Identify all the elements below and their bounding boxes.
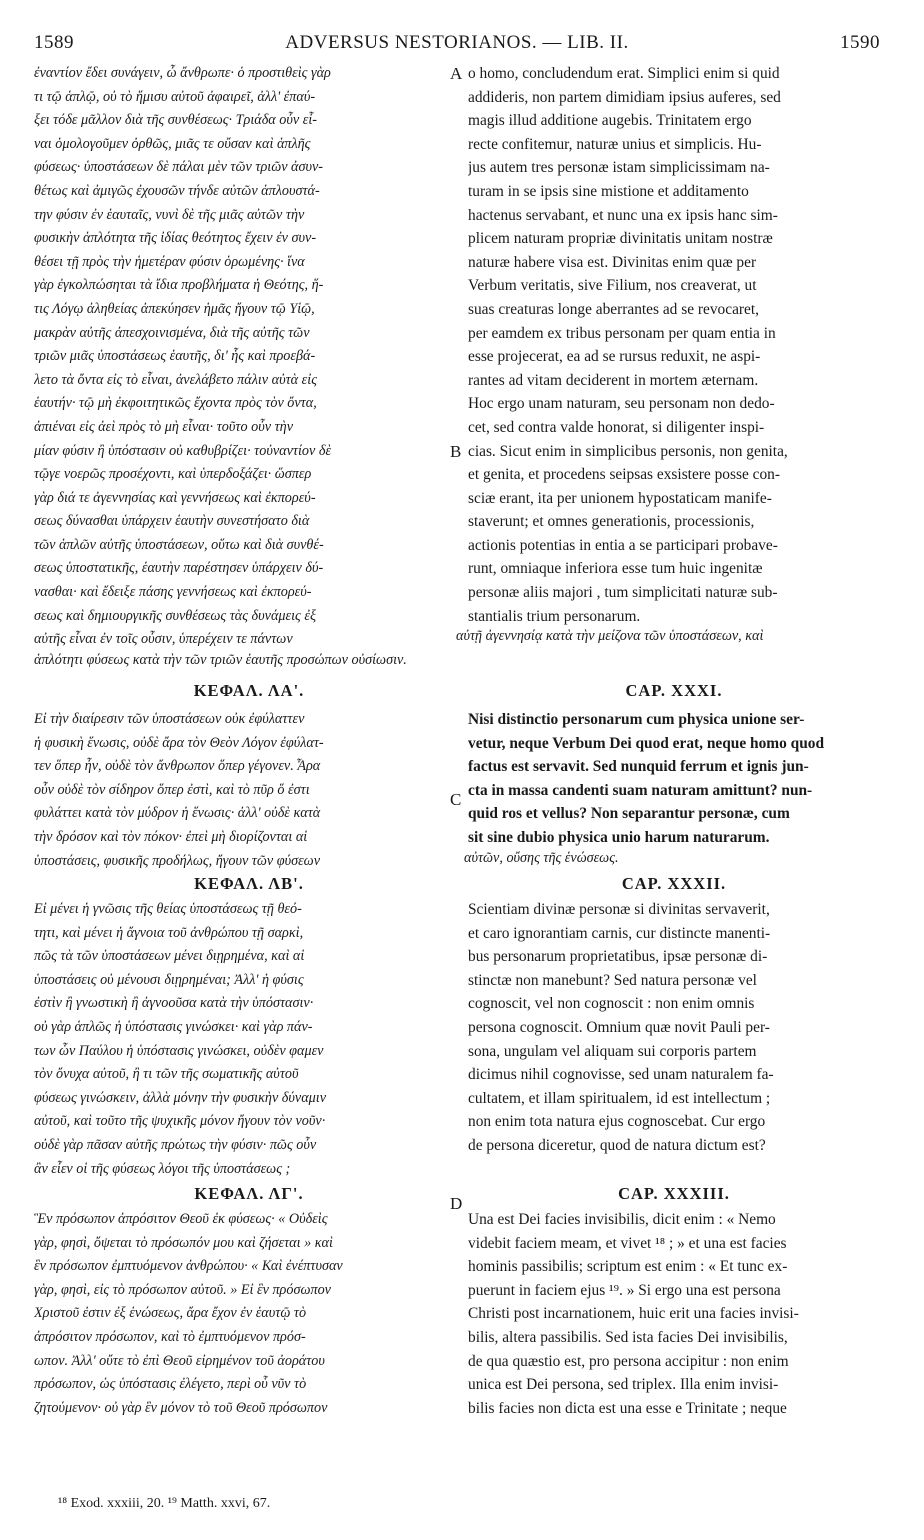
latin-line: Christi post incarnationem, huic erit una facies invisi- bbox=[468, 1305, 799, 1323]
greek-line: οὐδὲ γὰρ πᾶσαν αὐτῆς πρώτως τὴν φύσιν· πῶς οὖν bbox=[34, 1136, 317, 1153]
greek-line: γὰρ διά τε ἀγεννησίας καὶ γεννήσεως καὶ ἐκπορεύ- bbox=[34, 489, 316, 506]
latin-line: Una est Dei facies invisibilis, dicit enim : « Nemo bbox=[468, 1211, 776, 1228]
latin-line: et caro ignorantiam carnis, cur distincte manenti- bbox=[468, 924, 771, 942]
greek-line: νασθαι· καὶ ἔδειξε πάσης γεννήσεως καὶ ἐκπορεύ- bbox=[34, 584, 312, 601]
latin-line: plicem naturam propriæ divinitatis unitam nostræ bbox=[468, 230, 773, 248]
latin-line: rantes ad vitam deciderent in mortem æternam. bbox=[468, 371, 759, 389]
greek-column-cap33 bbox=[34, 1208, 464, 1420]
latin-line: cias. Sicut enim in simplicibus personis, non genita, bbox=[468, 442, 788, 460]
latin-line: non enim tota natura ejus cognoscebat. Cur ergo bbox=[468, 1113, 766, 1131]
greek-line: τὸν ὄνυχα αὐτοῦ, ἢ τι τῶν τῆς σωματικῆς αὐτοῦ bbox=[34, 1066, 299, 1083]
page-number-left: 1589 bbox=[34, 32, 74, 53]
latin-line: personæ aliis majori , tum simplicitati naturæ sub- bbox=[468, 584, 778, 602]
latin-line: puerunt in faciem ejus ¹⁹. » Si ergo una est persona bbox=[468, 1281, 781, 1299]
greek-line: Χριστοῦ ἐστιν ἐξ ἑνώσεως, ἄρα ἔχον ἐν ἑαυτῷ τὸ bbox=[34, 1305, 307, 1322]
latin-line: bilis facies non dicta est una esse e Trinitate ; neque bbox=[468, 1399, 787, 1417]
latin-line: naturæ habere visa est. Divinitas enim quæ per bbox=[468, 253, 757, 271]
greek-line: ἀπιέναι εἰς ἀεὶ πρὸς τὸ μὴ εἶναι· τοῦτο οὖν τὴν bbox=[34, 418, 293, 435]
greek-column-top bbox=[34, 62, 464, 652]
greek-line: θέτως καὶ ἀμιγῶς ἐχουσῶν τήνδε αὐτῶν ἁπλουστά- bbox=[34, 182, 320, 199]
latin-line: bus personarum proprietatibus, ipsæ personæ di- bbox=[468, 948, 768, 966]
greek-runover-line: αὐτῶν, οὔσης τῆς ἑνώσεως. bbox=[464, 850, 619, 866]
greek-line: τῶν ἁπλῶν αὐτῆς ὑποστάσεων, οὕτω καὶ διὰ συνθέ- bbox=[34, 536, 324, 553]
latin-line: Hoc ergo unam naturam, seu personam non dedo- bbox=[468, 395, 775, 413]
latin-line: dicimus nihil cognovisse, sed unam naturalem fa- bbox=[468, 1066, 774, 1084]
greek-chapter-heading: ΚΕΦΑΛ. ΛΓ'. bbox=[194, 1184, 304, 1203]
greek-line: ἐστὶν ἢ γνωστικὴ ἢ ἀγνοοῦσα κατὰ τὴν ὑπόστασιν· bbox=[34, 995, 314, 1012]
greek-line: αὐτῆς εἶναι ἐν τοῖς οὖσιν, ὑπερέχειν τε πάντων bbox=[34, 631, 293, 648]
latin-line: quid ros et vellus? Non separantur personæ, cum bbox=[468, 805, 790, 823]
latin-line: actionis potentias in entia a se participari probave- bbox=[468, 536, 778, 554]
latin-line: stinctæ non manebunt? Sed natura personæ vel bbox=[468, 971, 757, 989]
latin-line: cognoscit, vel non cognoscit : non enim omnis bbox=[468, 995, 755, 1013]
latin-line: sit sine dubio physica unio harum naturarum. bbox=[468, 828, 770, 846]
greek-column-cap32 bbox=[34, 898, 464, 1181]
latin-chapter-heading: CAP. XXXIII. bbox=[618, 1184, 730, 1203]
greek-line: τις Λόγῳ ἀληθείας ἀπεκύησεν ἡμᾶς ἤγουν τῷ Υἱῷ, bbox=[34, 300, 315, 317]
greek-line: τεν ὅπερ ἦν, οὐδὲ τὸν ἄνθρωπον ὅπερ γέγονεν. Ἆρα bbox=[34, 758, 321, 775]
latin-chapter-heading: CAP. XXXI. bbox=[625, 681, 723, 700]
latin-line: cta in massa candenti suam naturam amittunt? nun- bbox=[468, 781, 813, 799]
running-header bbox=[34, 32, 880, 56]
latin-line: hactenus servabant, et nunc una ex ipsis hanc sim- bbox=[468, 206, 778, 224]
latin-line: esse projecerat, ea ad se rursus reduxit, ne aspi- bbox=[468, 348, 761, 366]
latin-line: suas creaturas longe aberrantes ad se revocaret, bbox=[468, 300, 759, 318]
latin-line: jus autem tres personæ istam simplicissimam na- bbox=[468, 159, 770, 177]
latin-line: addideris, non partem dimidiam ipsius auferes, sed bbox=[468, 88, 781, 106]
latin-line: factus est servavit. Sed nunquid ferrum et ignis jun- bbox=[468, 758, 809, 776]
greek-line: ζητούμενον· οὐ γὰρ ἓν μόνον τὸ τοῦ Θεοῦ πρόσωπον bbox=[34, 1399, 328, 1416]
latin-line: per eamdem ex tribus personam per quam entia in bbox=[468, 324, 776, 342]
latin-column-cap31 bbox=[468, 708, 880, 850]
latin-line: sona, ungulam vel aliquam sui corporis partem bbox=[468, 1042, 757, 1060]
greek-line: ναι ὁμολογοῦμεν ὀρθῶς, μιᾶς τε οὔσαν καὶ ἁπλῆς bbox=[34, 135, 311, 152]
greek-line: ἡ φυσικὴ ἕνωσις, οὐδὲ ἄρα τὸν Θεὸν Λόγον ἐφύλατ- bbox=[34, 734, 324, 751]
greek-line: πῶς τὰ τῶν ὑποστάσεων μένει διῃρημένα, καὶ αἱ bbox=[34, 948, 305, 965]
greek-line: θέσει τῇ πρὸς τὴν ἡμετέραν φύσιν ὁρωμένης· ἵνα bbox=[34, 253, 305, 270]
greek-line: φύσεως γινώσκειν, ἀλλὰ μόνην τὴν φυσικὴν δύναμιν bbox=[34, 1089, 327, 1106]
latin-line: de qua quæstio est, pro persona accipitur : non enim bbox=[468, 1352, 789, 1370]
greek-line: ἂν εἶεν οἱ τῆς φύσεως λόγοι τῆς ὑποστάσεως ; bbox=[34, 1160, 291, 1177]
greek-line: τῷγε νοερῶς προσέχοντι, καὶ ὑπερδοξάζει· ὥσπερ bbox=[34, 466, 312, 483]
footnotes: ¹⁸ Exod. xxxiii, 20. ¹⁹ Matth. xxvi, 67. bbox=[58, 1496, 271, 1511]
greek-line: γὰρ ἐγκολπώσηται τὰ ἴδια προβλήματα ἡ Θεότης, ἥ- bbox=[34, 277, 324, 294]
latin-column-cap32 bbox=[468, 898, 880, 1158]
greek-runover-line: ἁπλότητι φύσεως κατὰ τὴν τῶν τριῶν ἑαυτῆς προσώπων οὐσίωσιν. bbox=[34, 652, 407, 668]
latin-line: de persona diceretur, quod de natura dictum est? bbox=[468, 1136, 766, 1154]
greek-line: ἑαυτήν· τῷ μὴ ἐκφοιτητικῶς ἔχοντα πρὸς τὸν ὄντα, bbox=[34, 395, 317, 412]
greek-line: τὴν δρόσον καὶ τὸν πόκον· ἐπεὶ μὴ διορίζονται αἱ bbox=[34, 828, 308, 845]
latin-line: stantialis trium personarum. bbox=[468, 607, 641, 625]
latin-line: turam in se ipsis sine mistione et additamento bbox=[468, 182, 749, 200]
greek-runover-line: αὐτῇ ἀγεννησίᾳ κατὰ τὴν μείζονα τῶν ὑποστάσεων, καὶ bbox=[456, 628, 764, 644]
latin-column-top bbox=[468, 62, 880, 628]
greek-line: ὑποστάσεις, φυσικῆς προδήλως, ἤγουν τῶν φύσεων bbox=[34, 852, 321, 869]
greek-column-cap31 bbox=[34, 708, 464, 873]
greek-line: τι τῷ ἁπλῷ, οὐ τὸ ἥμισυ αὐτοῦ ἀφαιρεῖ, ἀλλ' ἐπαύ- bbox=[34, 88, 316, 105]
latin-line: persona cognoscit. Omnium quæ novit Pauli per- bbox=[468, 1018, 770, 1036]
latin-line: cultatem, et illam spiritualem, id est intellectum ; bbox=[468, 1089, 771, 1107]
greek-line: ἀπρόσιτον πρόσωπον, καὶ τὸ ἐμπτυόμενον πρόσ- bbox=[34, 1328, 306, 1345]
greek-line: των ὧν Παύλου ἡ ὑπόστασις γινώσκει, οὐδὲν φαμεν bbox=[34, 1042, 324, 1059]
latin-line: runt, omniaque inferiora esse tum huic ingenitæ bbox=[468, 560, 763, 578]
greek-line: ωπον. Ἀλλ' οὔτε τὸ ἐπὶ Θεοῦ εἰρημένον τοῦ ἀοράτου bbox=[34, 1352, 325, 1369]
latin-column-cap33 bbox=[468, 1208, 880, 1420]
greek-line: αὐτοῦ, καὶ τοῦτο τῆς ψυχικῆς μόνον ἤγουν τὸν νοῦν· bbox=[34, 1113, 326, 1130]
greek-line: ὑποστάσεις οὐ μένουσι διῃρημέναι; Ἀλλ' ἡ φύσις bbox=[34, 971, 304, 988]
latin-line: recte confitemur, naturæ unius et simplicis. Hu- bbox=[468, 135, 762, 153]
greek-line: λετο τὰ ὄντα εἰς τὸ εἶναι, ἀνελάβετο πάλιν αὐτὰ εἰς bbox=[34, 371, 317, 388]
latin-chapter-heading: CAP. XXXII. bbox=[621, 874, 727, 893]
greek-line: μακρὰν αὐτῆς ἀπεσχοινισμένα, διὰ τῆς αὐτῆς τῶν bbox=[34, 324, 310, 341]
latin-line: bilis, altera passibilis. Sed ista facies Dei invisibilis, bbox=[468, 1328, 788, 1346]
section-marker-c: C bbox=[450, 790, 462, 809]
section-marker-a: A bbox=[450, 64, 463, 83]
greek-line: σεως καὶ δημιουργικῆς συνθέσεως τὰς δυνάμεις ἐξ bbox=[34, 607, 317, 624]
greek-chapter-heading: ΚΕΦΑΛ. ΛΒ'. bbox=[194, 874, 304, 893]
greek-line: σεως ὑποστατικῆς, ἑαυτὴν παρέστησεν ὑπάρχειν δύ- bbox=[34, 560, 324, 577]
latin-line: unica est Dei persona, sed triplex. Illa enim invisi- bbox=[468, 1376, 779, 1394]
latin-line: staverunt; et omnes generationis, processionis, bbox=[468, 513, 755, 531]
greek-line: φύσεως· ὑποστάσεων δὲ πάλαι μὲν τῶν τριῶν ἀσυν- bbox=[34, 159, 324, 176]
latin-line: vetur, neque Verbum Dei quod erat, neque homo quod bbox=[468, 734, 825, 752]
latin-line: videbit faciem meam, et vivet ¹⁸ ; » et una est facies bbox=[468, 1234, 787, 1252]
latin-line: magis illud additione augebis. Trinitatem ergo bbox=[468, 112, 752, 130]
greek-line: φυσικὴν ἁπλότητα τῆς ἰδίας θεότητος ἔχειν ἐν συν- bbox=[34, 230, 317, 247]
greek-line: οὖν οὐδὲ τὸν σίδηρον ὅπερ ἐστὶ, καὶ τὸ πῦρ ὅ ἐστι bbox=[34, 781, 310, 798]
section-marker-b: B bbox=[450, 442, 462, 461]
latin-line: o homo, concludendum erat. Simplici enim si quid bbox=[468, 65, 780, 82]
greek-line: πρόσωπον, ὡς ὑπόστασις ἐλέγετο, περὶ οὗ νῦν τὸ bbox=[34, 1376, 307, 1393]
running-title: ADVERSUS NESTORIANOS. — LIB. II. bbox=[285, 32, 629, 53]
greek-line: Ἓν πρόσωπον ἀπρόσιτον Θεοῦ ἐκ φύσεως· « Οὐδεὶς bbox=[34, 1211, 328, 1227]
latin-line: et genita, et procedens seipsas exsistere posse con- bbox=[468, 466, 780, 484]
greek-line: τητι, καὶ μένει ἡ ἄγνοια τοῦ ἀνθρώπου τῇ σαρκὶ, bbox=[34, 924, 304, 941]
latin-line: cet, sed contra valde honorat, si diligenter inspi- bbox=[468, 418, 765, 436]
latin-line: hominis passibilis; scriptum est enim : « Et tunc ex- bbox=[468, 1258, 788, 1276]
latin-line: Nisi distinctio personarum cum physica unione ser- bbox=[468, 711, 805, 728]
greek-line: ξει τόδε μᾶλλον διὰ τῆς συνθέσεως· Τριάδα οὖν εἶ- bbox=[34, 112, 318, 129]
greek-line: σεως δύνασθαι ὑπάρχειν ἑαυτὴν συνεστήσατο διὰ bbox=[34, 513, 310, 530]
greek-line: την φύσιν ἐν ἑαυταῖς, νυνὶ δὲ τῆς μιᾶς αὐτῶν τὴν bbox=[34, 206, 305, 223]
section-marker-d: D bbox=[450, 1194, 463, 1213]
latin-line: sciæ erant, ita per unionem hypostaticam manife- bbox=[468, 489, 772, 507]
greek-line: ἐναντίον ἔδει συνάγειν, ὦ ἄνθρωπε· ὁ προστιθεὶς γὰρ bbox=[34, 65, 331, 81]
greek-line: γὰρ, φησὶ, ὄψεται τὸ πρόσωπόν μου καὶ ζήσεται » καὶ bbox=[34, 1234, 333, 1251]
greek-line: Εἰ μένει ἡ γνῶσις τῆς θείας ὑποστάσεως τῇ θεό- bbox=[34, 901, 302, 917]
greek-chapter-heading: ΚΕΦΑΛ. ΛΑ'. bbox=[193, 681, 305, 700]
greek-line: οὐ γὰρ ἁπλῶς ἡ ὑπόστασις γινώσκει· καὶ γὰρ πάν- bbox=[34, 1018, 313, 1035]
greek-line: τριῶν μιᾶς ὑποστάσεως ἑαυτῆς, δι' ἧς καὶ προεβά- bbox=[34, 348, 316, 365]
greek-line: ἓν πρόσωπον ἐμπτυόμενον ἀνθρώπου· « Καὶ ἐνέπτυσαν bbox=[34, 1258, 343, 1275]
greek-line: Εἰ τὴν διαίρεσιν τῶν ὑποστάσεων οὐκ ἐφύλαττεν bbox=[34, 711, 305, 727]
greek-line: φυλάττει κατὰ τὸν μύδρον ἡ ἕνωσις· ἀλλ' οὐδὲ κατὰ bbox=[34, 805, 321, 822]
greek-line: μίαν φύσιν ἢ ὑπόστασιν οὐ καθυβρίζει· τοὐναντίον δὲ bbox=[34, 442, 332, 459]
page-number-right: 1590 bbox=[840, 32, 880, 53]
latin-line: Scientiam divinæ personæ si divinitas servaverit, bbox=[468, 901, 770, 918]
greek-line: γὰρ, φησὶ, εἰς τὸ πρόσωπον αὐτοῦ. » Εἰ ἓν πρόσωπον bbox=[34, 1281, 331, 1298]
latin-line: Verbum veritatis, sive Filium, nos creaverat, ut bbox=[468, 277, 757, 295]
